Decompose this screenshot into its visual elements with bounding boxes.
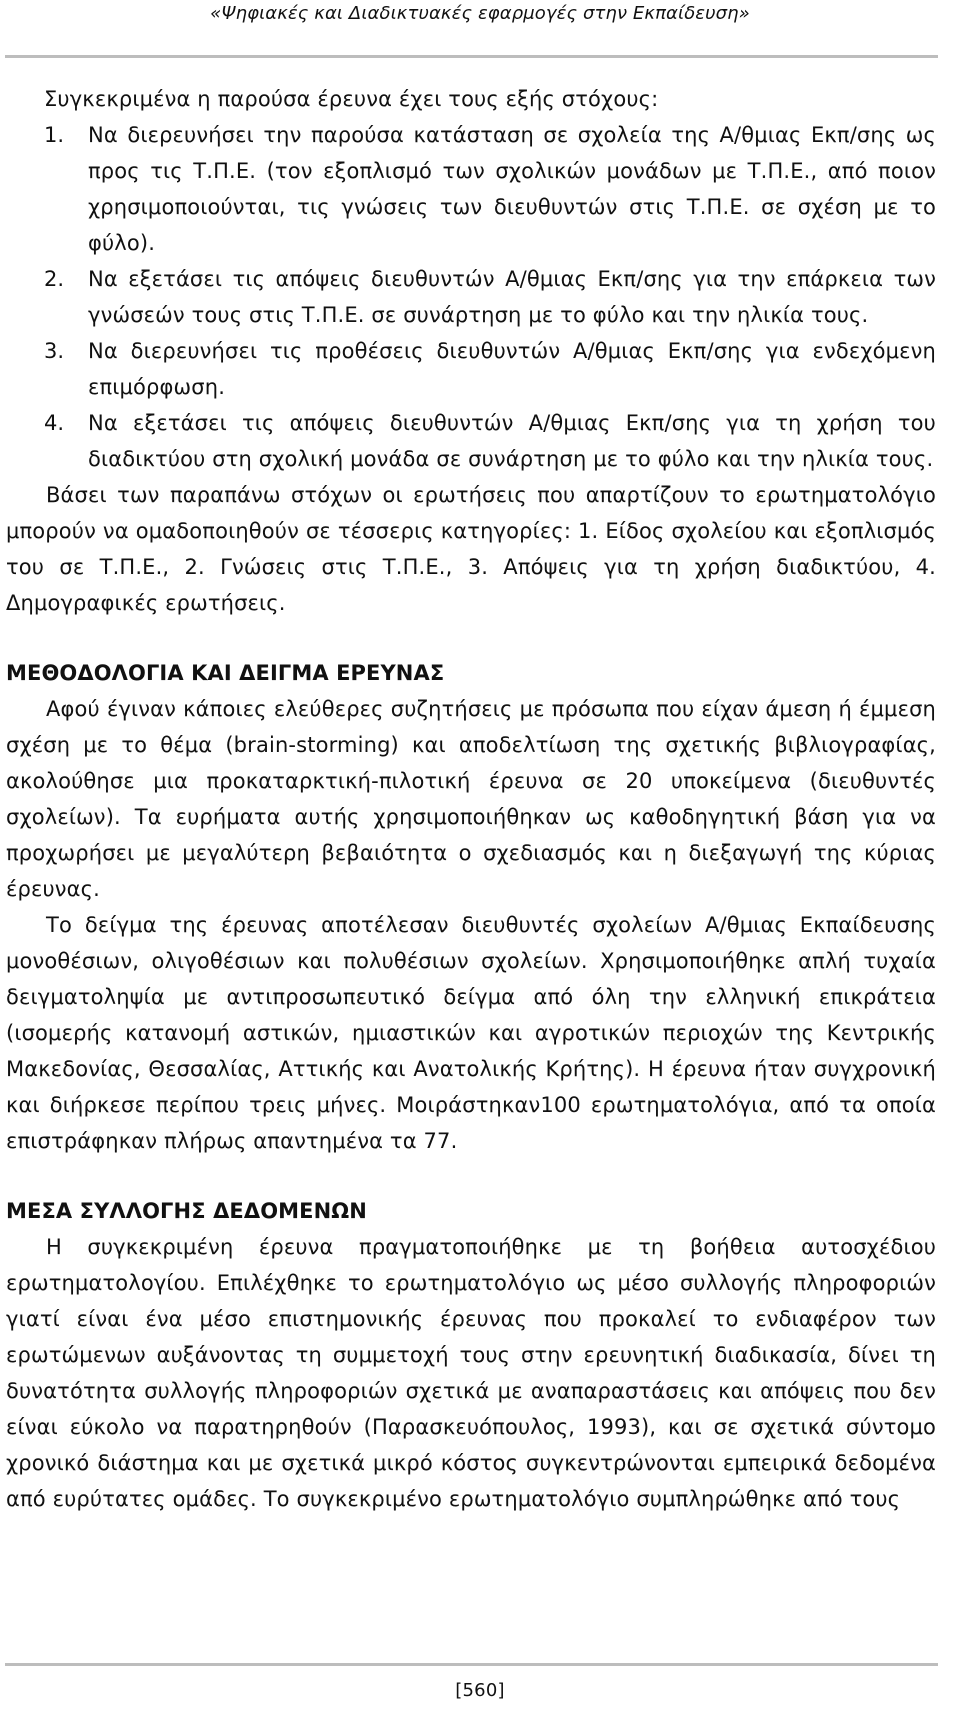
summary-paragraph: Βάσει των παραπάνω στόχων οι ερωτήσεις που απαρτίζουν το ερωτηματολόγιο μπορούν να ομαδοποιηθούν σε τέσσερις κατηγορίες: 1. Είδος σχολείου και εξοπλισμός του σε Τ.Π.Ε., 2. Γνώσεις στις Τ.Π.Ε., 3. Απόψεις για τη χρήση διαδικτύου, 4. Δημογραφικές ερωτήσεις. [6,483,936,615]
methodology-heading: ΜΕΘΟΔΟΛΟΓΙΑ ΚΑΙ ΔΕΙΓΜΑ ΕΡΕΥΝΑΣ [6,661,445,685]
data-collection-paragraph: Η συγκεκριμένη έρευνα πραγματοποιήθηκε με τη βοήθεια αυτοσχέδιου ερωτηματολογίου. Επιλέχθηκε το ερωτηματολόγιο ως μέσο συλλογής πληροφοριών γιατί είναι ένα μέσο επιστημονικής έρευνας που προκαλεί το ενδιαφέρον των ερωτώμενων αυξάνοντας τη συμμετοχή τους στην ερευνητική διαδικασία, δίνει τη δυνατότητα συλλογής πληροφοριών σχετικά με αναπαραστάσεις και απόψεις που δεν είναι εύκολο να παρατηρηθούν (Παρασκευόπουλος, 1993), και σε σχετικά σύντομο χρονικό διάστημα και με σχετικά μικρό κόστος συγκεντρώνονται εμπειρικά δεδομένα από ευρύτατες ομάδες. Το συγκεκριμένο ερωτηματολόγιο συμπληρώθηκε από τους [6,1235,936,1511]
objective-number: 4. [44,411,65,435]
objective-number: 1. [44,123,65,147]
header-divider [5,55,938,58]
objective-text: Να διερευνήσει τις προθέσεις διευθυντών Α/θμιας Εκπ/σης για ενδεχόμενη επιμόρφωση. [88,339,936,399]
objective-item [44,405,936,477]
methodology-paragraph: Αφού έγιναν κάποιες ελεύθερες συζητήσεις με πρόσωπα που είχαν άμεση ή έμμεση σχέση με το θέμα (brain-storming) και αποδελτίωση της σχετικής βιβλιογραφίας, ακολούθησε μια προκαταρκτική-πιλοτική έρευνα σε 20 υποκείμενα (διευθυντές σχολείων). Τα ευρήματα αυτής χρησιμοποιήθηκαν ως καθοδηγητική βάση για να προχωρήσει με μεγαλύτερη βεβαιότητα ο σχεδιασμός και η διεξαγωγή της κύριας έρευνας. [6,697,936,901]
running-header: «Ψηφιακές και Διαδικτυακές εφαρμογές στην Εκπαίδευση» [210,3,750,24]
objective-item [44,261,936,333]
footer-divider [5,1663,938,1666]
objective-text: Να διερευνήσει την παρούσα κατάσταση σε σχολεία της Α/θμιας Εκπ/σης ως προς τις Τ.Π.Ε. (τον εξοπλισμό των σχολικών μονάδων με Τ.Π.Ε., από ποιον χρησιμοποιούνται, τις γνώσεις των διευθυντών στις Τ.Π.Ε. σε σχέση με το φύλο). [88,123,936,255]
intro-paragraph: Συγκεκριμένα η παρούσα έρευνα έχει τους εξής στόχους: [44,87,659,111]
objective-number: 3. [44,339,65,363]
objective-number: 2. [44,267,65,291]
objective-text: Να εξετάσει τις απόψεις διευθυντών Α/θμιας Εκπ/σης για την επάρκεια των γνώσεών τους στις Τ.Π.Ε. σε συνάρτηση με το φύλο και την ηλικία τους. [88,267,936,327]
page-number: [560] [455,1680,505,1701]
objective-text: Να εξετάσει τις απόψεις διευθυντών Α/θμιας Εκπ/σης για τη χρήση του διαδικτύου στη σχολική μονάδα σε συνάρτηση με το φύλο και την ηλικία τους. [88,411,936,471]
data-collection-heading: ΜΕΣΑ ΣΥΛΛΟΓΗΣ ΔΕΔΟΜΕΝΩΝ [6,1199,367,1223]
objective-item [44,333,936,405]
document-body [6,81,936,1517]
objectives-list [6,117,936,477]
objective-item [44,117,936,261]
sample-paragraph: Το δείγμα της έρευνας αποτέλεσαν διευθυντές σχολείων Α/θμιας Εκπαίδευσης μονοθέσιων, ολιγοθέσιων και πολυθέσιων σχολείων. Χρησιμοποιήθηκε απλή τυχαία δειγματοληψία με αντιπροσωπευτικό δείγμα από όλη την ελληνική επικράτεια (ισομερής κατανομή αστικών, ημιαστικών και αγροτικών περιοχών της Κεντρικής Μακεδονίας, Θεσσαλίας, Αττικής και Ανατολικής Κρήτης). Η έρευνα ήταν συγχρονική και διήρκεσε περίπου τρεις μήνες. Μοιράστηκαν100 ερωτηματολόγια, από τα οποία επιστράφηκαν πλήρως απαντημένα τα 77. [6,913,936,1153]
